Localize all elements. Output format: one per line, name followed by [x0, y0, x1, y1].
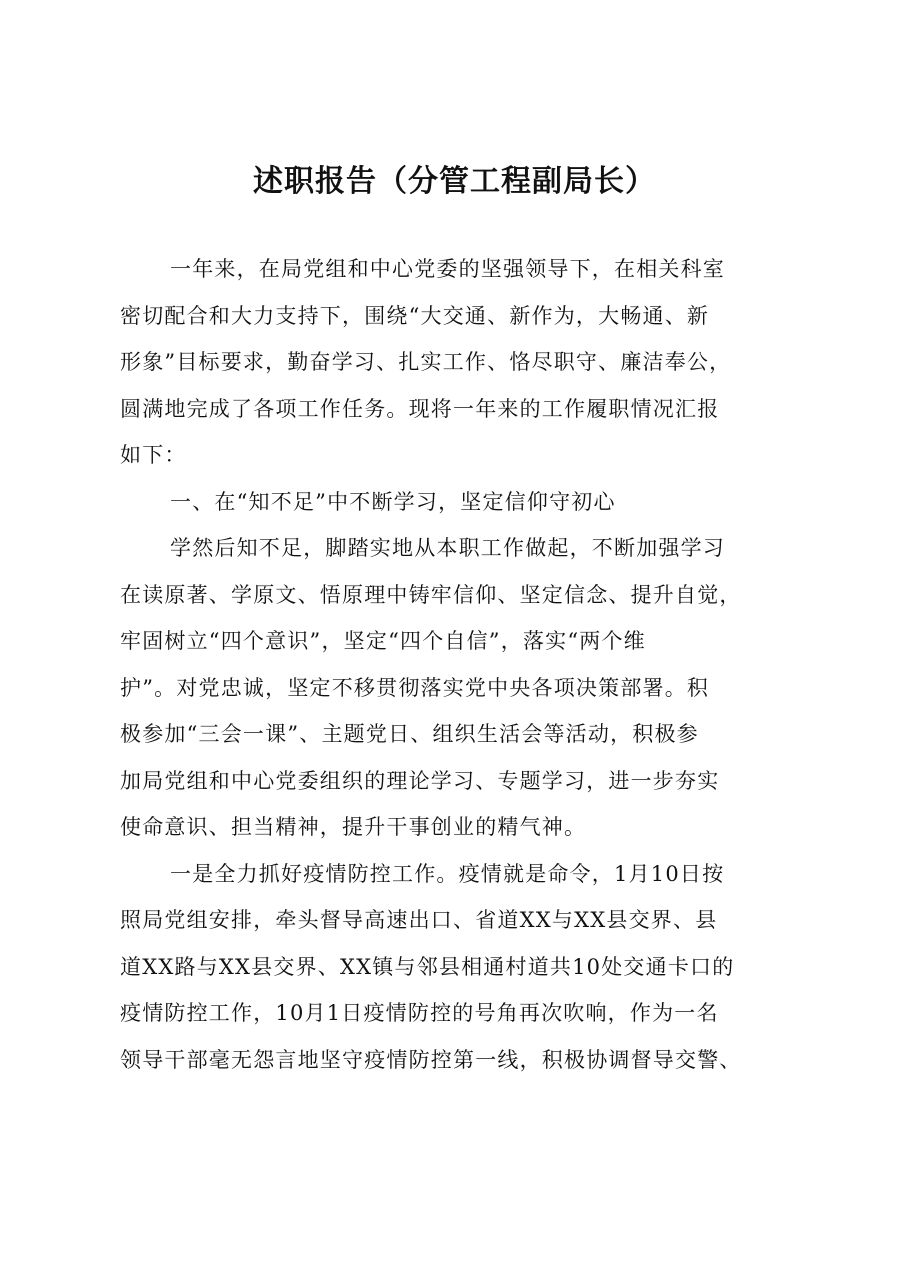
paragraph-learning — [120, 525, 800, 851]
document-body — [120, 246, 800, 1083]
paragraph-intro — [120, 246, 800, 479]
text-line: 在读原著、学原文、悟原理中铸牢信仰、坚定信念、提升自觉， — [120, 582, 742, 607]
text-line: 形象”目标要求，勤奋学习、扎实工作、恪尽职守、廉洁奉公， — [120, 350, 732, 374]
text-line: 牢固树立“四个意识”，坚定“四个自信”，落实“两个维 — [120, 629, 646, 653]
text-line: 密切配合和大力支持下，围绕“大交通、新作为，大畅通、新 — [120, 303, 710, 328]
text-line: 如下： — [120, 443, 187, 467]
text-line: 一、在“知不足”中不断学习，坚定信仰守初心 — [170, 489, 616, 514]
text-line: 圆满地完成了各项工作任务。现将一年来的工作履职情况汇报 — [120, 396, 720, 421]
text-line: 道XX路与XX县交界、XX镇与邻县相通村道共10处交通卡口的 — [120, 954, 735, 979]
text-line: 学然后知不足，脚踏实地从本职工作做起，不断加强学习 — [170, 536, 725, 560]
text-line: 一年来，在局党组和中心党委的坚强领导下，在相关科室 — [170, 257, 725, 281]
paragraph-epidemic — [120, 851, 800, 1084]
text-line: 疫情防控工作，10月1日疫情防控的号角再次吹响，作为一名 — [120, 1001, 719, 1025]
text-line: 领导干部毫无怨言地坚守疫情防控第一线，积极协调督导交警、 — [120, 1047, 742, 1072]
text-line: 护”。对党忠诚，坚定不移贯彻落实党中央各项决策部署。积 — [120, 675, 710, 700]
text-line: 使命意识、担当精神，提升干事创业的精气神。 — [120, 815, 587, 839]
document-title: 述职报告（分管工程副局长） — [253, 164, 656, 199]
text-line: 加局党组和中心党委组织的理论学习、专题学习，进一步夯实 — [120, 768, 720, 793]
text-line: 照局党组安排，牵头督导高速出口、省道XX与XX县交界、县 — [120, 908, 718, 932]
text-line: 极参加“三会一课”、主题党日、组织生活会等活动，积极参 — [120, 722, 699, 746]
section-heading — [120, 479, 800, 526]
text-line: 一是全力抓好疫情防控工作。疫情就是命令，1月10日按 — [170, 861, 725, 886]
